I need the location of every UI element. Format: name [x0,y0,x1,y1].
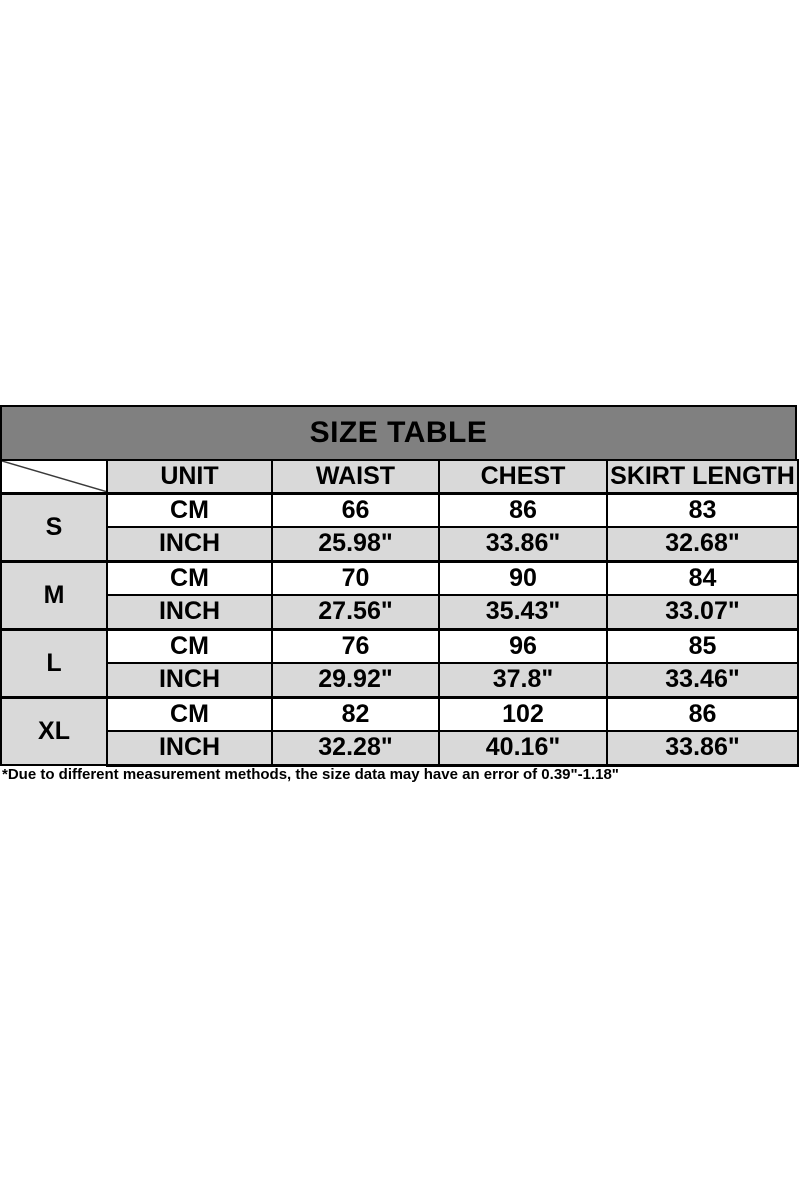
value-cell: 76 [272,629,439,663]
value-cell: 33.86" [439,527,607,561]
value-cell: 35.43" [439,595,607,629]
size-label-m: M [1,561,107,629]
header-row [1,460,798,493]
column-header-chest: CHEST [439,460,607,493]
value-cell: 86 [439,493,607,527]
table-row-xl-cm [1,697,798,731]
column-header-unit: UNIT [107,460,272,493]
measurement-disclaimer: *Due to different measurement methods, the size data may have an error of 0.39"-1.18" [2,766,619,783]
table-row-xl-inch [1,731,798,765]
value-cell: 32.28" [272,731,439,765]
value-cell: 33.07" [607,595,798,629]
unit-cell: CM [107,561,272,595]
value-cell: 85 [607,629,798,663]
table-row-m-cm [1,561,798,595]
size-label-s: S [1,493,107,561]
value-cell: 84 [607,561,798,595]
size-label-l: L [1,629,107,697]
value-cell: 40.16" [439,731,607,765]
table-row-s-cm [1,493,798,527]
value-cell: 32.68" [607,527,798,561]
value-cell: 96 [439,629,607,663]
column-header-waist: WAIST [272,460,439,493]
value-cell: 27.56" [272,595,439,629]
value-cell: 70 [272,561,439,595]
value-cell: 33.86" [607,731,798,765]
value-cell: 29.92" [272,663,439,697]
value-cell: 66 [272,493,439,527]
unit-cell: INCH [107,527,272,561]
diagonal-cell [1,460,107,493]
value-cell: 83 [607,493,798,527]
value-cell: 33.46" [607,663,798,697]
size-table [0,459,799,767]
value-cell: 102 [439,697,607,731]
table-row-l-inch [1,663,798,697]
value-cell: 37.8" [439,663,607,697]
value-cell: 82 [272,697,439,731]
value-cell: 25.98" [272,527,439,561]
unit-cell: CM [107,493,272,527]
diagonal-line-icon [2,461,106,492]
unit-cell: CM [107,629,272,663]
table-row-l-cm [1,629,798,663]
table-row-m-inch [1,595,798,629]
unit-cell: CM [107,697,272,731]
unit-cell: INCH [107,663,272,697]
size-table-title: SIZE TABLE [0,405,797,459]
size-label-xl: XL [1,697,107,765]
table-row-s-inch [1,527,798,561]
unit-cell: INCH [107,731,272,765]
column-header-skirt-length: SKIRT LENGTH [607,460,798,493]
size-chart [0,405,797,767]
value-cell: 86 [607,697,798,731]
value-cell: 90 [439,561,607,595]
unit-cell: INCH [107,595,272,629]
